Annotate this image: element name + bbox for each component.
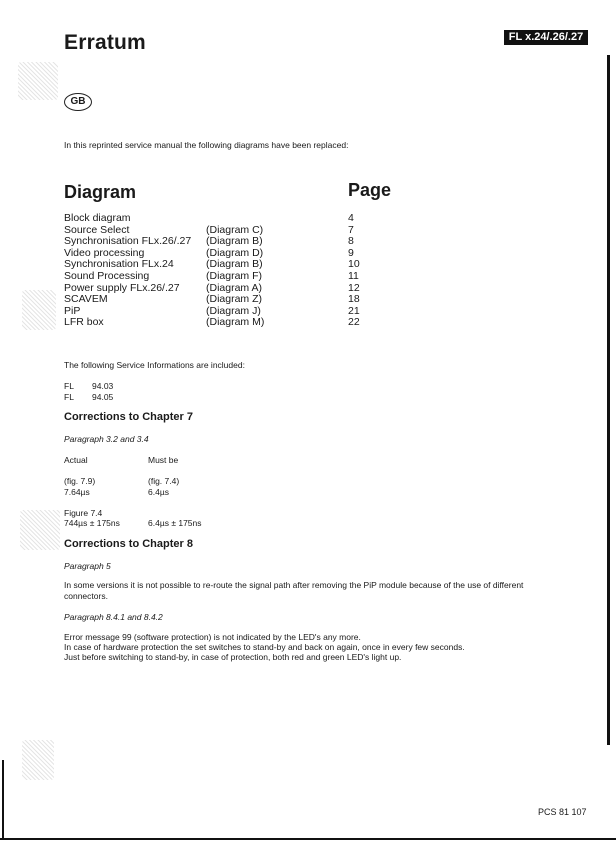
- diagram-ref: (Diagram J): [206, 304, 261, 317]
- diagram-ref: (Diagram M): [206, 316, 265, 329]
- chapter8-text84-line: In case of hardware protection the set switches to stand-by and back on again, once in every few seconds.: [64, 642, 465, 652]
- mustbe-value: 6.4µs: [148, 487, 169, 497]
- diagram-name: LFR box: [64, 316, 104, 329]
- diagram-ref: (Diagram B): [206, 235, 263, 248]
- page-number: 22: [348, 316, 360, 329]
- scan-noise: [22, 290, 56, 330]
- diagram-name-column: [64, 213, 191, 329]
- page-number: 7: [348, 223, 354, 236]
- mustbe-label: Must be: [148, 455, 179, 465]
- document-code: PCS 81 107: [538, 807, 587, 817]
- page-number: 11: [348, 269, 359, 282]
- diagram-name: Synchronisation FLx.26/.27: [64, 235, 192, 248]
- page-number: 9: [348, 246, 354, 259]
- page-number: 8: [348, 235, 354, 248]
- diagram-name: Synchronisation FLx.24: [64, 258, 174, 271]
- diagram-name: Source Select: [64, 223, 130, 236]
- diagram-ref: (Diagram B): [206, 258, 263, 271]
- chapter7-heading: Corrections to Chapter 7: [64, 411, 193, 423]
- page-number: 18: [348, 293, 360, 306]
- figure-actual: 744µs ± 175ns: [64, 518, 120, 528]
- diagram-name: Video processing: [64, 246, 145, 259]
- language-badge: GB: [64, 93, 92, 111]
- chapter8-paragraph84: Paragraph 8.4.1 and 8.4.2: [64, 612, 163, 622]
- diagram-name: Block diagram: [64, 212, 131, 224]
- diagram-ref: (Diagram F): [206, 269, 263, 282]
- diagram-ref-column: [206, 213, 264, 329]
- diagram-name: PiP: [64, 304, 81, 317]
- chapter8-heading: Corrections to Chapter 8: [64, 538, 193, 550]
- diagram-ref: (Diagram A): [206, 281, 263, 294]
- page-number-column: [348, 213, 360, 329]
- figure-label: Figure 7.4: [64, 508, 103, 518]
- diagram-ref: [206, 213, 264, 225]
- diagram-ref: (Diagram D): [206, 246, 264, 259]
- chapter8-text5-line2: connectors.: [64, 591, 108, 601]
- service-info-code: 94.03: [92, 381, 114, 391]
- diagram-name: Power supply FLx.26/.27: [64, 281, 180, 294]
- diagram-column-heading: Diagram: [64, 182, 137, 202]
- diagram-name: SCAVEM: [64, 293, 108, 306]
- chapter7-paragraph: Paragraph 3.2 and 3.4: [64, 434, 149, 444]
- service-info-intro: The following Service Informations are included:: [64, 360, 245, 370]
- chapter8-paragraph5: Paragraph 5: [64, 561, 111, 571]
- intro-text: In this reprinted service manual the following diagrams have been replaced:: [64, 140, 349, 150]
- diagram-name: Sound Processing: [64, 269, 150, 282]
- chapter8-text84-line: Error message 99 (software protection) is not indicated by the LED's any more.: [64, 632, 361, 642]
- model-badge: FL x.24/.26/.27: [504, 30, 588, 45]
- diagram-ref: (Diagram Z): [206, 293, 263, 306]
- right-edge-line: [607, 55, 610, 745]
- left-edge-line: [2, 760, 4, 840]
- bottom-edge-line: [0, 838, 616, 840]
- page-column-heading: Page: [348, 180, 392, 200]
- figure-mustbe: 6.4µs ± 175ns: [148, 518, 202, 528]
- page-number: 10: [348, 258, 360, 271]
- scan-noise: [22, 740, 54, 780]
- page-number: 12: [348, 281, 360, 294]
- actual-value: 7.64µs: [64, 487, 90, 497]
- mustbe-fig: (fig. 7.4): [148, 476, 180, 486]
- service-info-code: 94.05: [92, 392, 114, 402]
- diagram-ref: (Diagram C): [206, 223, 264, 236]
- service-info-prefix: FL: [64, 381, 74, 391]
- page-number: 21: [348, 304, 360, 317]
- scan-noise: [20, 510, 60, 550]
- scan-noise: [18, 62, 58, 100]
- page-number: 4: [348, 212, 354, 224]
- service-info-prefix: FL: [64, 392, 74, 402]
- chapter8-text84-line: Just before switching to stand-by, in case of protection, both red and green LED's light up.: [64, 652, 402, 662]
- actual-fig: (fig. 7.9): [64, 476, 96, 486]
- chapter8-text5-line1: In some versions it is not possible to re-route the signal path after removing the PiP module because of the use of different: [64, 580, 524, 590]
- page-title: Erratum: [64, 31, 146, 54]
- actual-label: Actual: [64, 455, 88, 465]
